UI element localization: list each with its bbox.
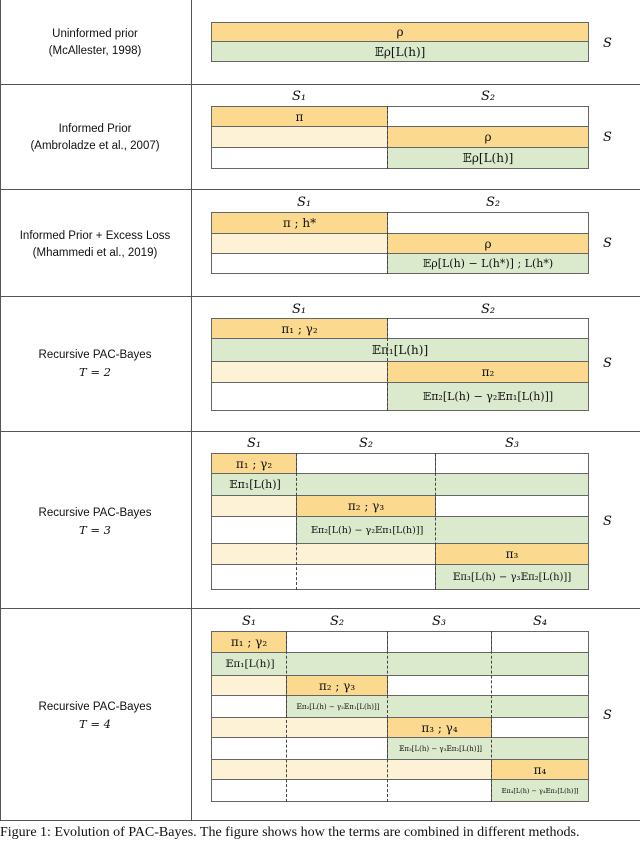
pi1-loss-label: 𝔼π₁[L(h)] <box>225 658 275 670</box>
prior-pi1-bar: π₁ ; γ₂ <box>211 318 388 339</box>
column-divider <box>191 0 192 820</box>
split-divider <box>491 631 492 802</box>
split-s1-label: S₁ <box>241 614 257 629</box>
method-name: Recursive PAC-Bayes <box>38 349 152 361</box>
pi2-excess-loss-label: 𝔼π₂[L(h) − γ₂𝔼π₁[L(h)]] <box>296 702 380 711</box>
pi1-loss-bar <box>211 652 589 676</box>
split-s4-label: S₄ <box>532 614 548 629</box>
split-s2-label: S₂ <box>358 436 374 451</box>
faded-prior-cell <box>211 126 388 148</box>
posterior-loss-bar: 𝔼ρ[L(h)] <box>387 147 589 169</box>
empty-cell <box>211 737 388 760</box>
empty-cell <box>211 147 388 169</box>
empty-cell <box>435 495 589 517</box>
empty-cell <box>491 717 589 738</box>
figure-caption: Figure 1: Evolution of PAC-Bayes. The figure shows how the terms are combined in different methods. <box>0 825 580 840</box>
method-citation: (McAllester, 1998) <box>48 45 142 57</box>
empty-cell <box>211 695 287 718</box>
method-name: Informed Prior + Excess Loss <box>19 230 171 242</box>
method-horizon: T = 4 <box>79 717 111 731</box>
prior-pi-bar: π <box>211 106 388 127</box>
empty-cell <box>387 318 589 339</box>
posterior-pi2-bar: π₂ ; γ₃ <box>296 495 436 517</box>
empty-cell <box>387 631 492 653</box>
pi2-excess-loss-bar <box>286 695 589 718</box>
row-label-informed <box>0 121 190 155</box>
faded-prior-cell <box>211 759 492 780</box>
split-s2-label: S₂ <box>480 302 496 317</box>
empty-cell <box>211 564 436 590</box>
method-horizon: T = 3 <box>79 523 111 537</box>
split-divider <box>286 631 287 802</box>
posterior-rho-bar: ρ <box>387 233 589 254</box>
split-divider <box>387 631 388 802</box>
faded-prior-cell <box>211 361 388 383</box>
row-divider <box>0 189 640 190</box>
method-name: Recursive PAC-Bayes <box>38 701 152 713</box>
prior-pi-reference-bar: π ; h* <box>211 212 388 234</box>
faded-prior-cell <box>211 717 388 738</box>
row-divider <box>0 431 640 432</box>
pi1-loss-bar: 𝔼π₁[L(h)] <box>211 338 589 362</box>
row-label-recursive-t2 <box>0 347 190 381</box>
full-dataset-label: S <box>603 130 612 145</box>
posterior-pi3-bar: π₃ <box>435 543 589 565</box>
pi1-loss-label: 𝔼π₁[L(h)] <box>229 478 281 491</box>
posterior-pi2-bar: π₂ ; γ₃ <box>286 675 388 696</box>
empty-cell <box>387 675 589 696</box>
full-dataset-label: S <box>603 236 612 251</box>
empty-cell <box>387 106 589 127</box>
pi4-excess-loss-bar: 𝔼π₄[L(h) − γ₄𝔼π₃[L(h)]] <box>491 779 589 802</box>
empty-cell <box>387 212 589 234</box>
posterior-rho-bar: ρ <box>387 126 589 148</box>
empty-cell <box>296 453 436 474</box>
posterior-rho-bar: ρ <box>211 22 589 42</box>
pi2-excess-loss-bar: 𝔼π₂[L(h) − γ₂𝔼π₁[L(h)]] <box>387 382 589 411</box>
pi3-excess-loss-label: 𝔼π₃[L(h) − γ₃𝔼π₂[L(h)]] <box>399 744 482 753</box>
method-citation: (Mhammedi et al., 2019) <box>32 247 158 259</box>
posterior-pi3-bar: π₃ ; γ₄ <box>387 717 492 738</box>
split-s2-label: S₂ <box>485 195 501 210</box>
row-label-excess-loss <box>0 228 190 262</box>
empty-cell <box>491 631 589 653</box>
row-divider <box>0 820 640 821</box>
empty-cell <box>211 516 297 544</box>
posterior-loss-bar: 𝔼ρ[L(h)] <box>211 41 589 62</box>
method-name: Recursive PAC-Bayes <box>38 507 152 519</box>
split-s1-label: S₁ <box>296 195 312 210</box>
prior-pi1-bar: π₁ ; γ₂ <box>211 631 287 653</box>
split-s1-label: S₁ <box>246 436 262 451</box>
pi2-excess-loss-bar <box>296 516 589 544</box>
split-s3-label: S₃ <box>504 436 520 451</box>
row-divider <box>0 296 640 297</box>
empty-cell <box>211 253 388 274</box>
pi3-excess-loss-bar <box>387 737 589 760</box>
empty-cell <box>286 631 388 653</box>
posterior-pi2-bar: π₂ <box>387 361 589 383</box>
posterior-pi4-bar: π₄ <box>491 759 589 780</box>
row-divider <box>0 608 640 609</box>
split-divider <box>387 212 388 274</box>
faded-prior-cell <box>211 675 287 696</box>
split-s1-label: S₁ <box>291 89 307 104</box>
full-dataset-label: S <box>603 356 612 371</box>
method-name: Uninformed prior <box>52 28 138 40</box>
split-s3-label: S₃ <box>431 614 447 629</box>
split-divider <box>296 453 297 590</box>
faded-prior-cell <box>211 543 436 565</box>
row-label-recursive-t4 <box>0 699 190 733</box>
empty-cell <box>211 779 492 802</box>
faded-prior-cell <box>211 495 297 517</box>
full-dataset-label: S <box>603 36 612 51</box>
split-s2-label: S₂ <box>329 614 345 629</box>
empty-cell <box>211 382 388 411</box>
excess-loss-bar: 𝔼ρ[L(h) − L(h*)] ; L(h*) <box>387 253 589 274</box>
full-dataset-label: S <box>603 514 612 529</box>
method-citation: (Ambroladze et al., 2007) <box>30 140 160 152</box>
split-s1-label: S₁ <box>291 302 307 317</box>
empty-cell <box>435 453 589 474</box>
split-divider <box>387 106 388 169</box>
pi2-excess-loss-label: 𝔼π₂[L(h) − γ₂𝔼π₁[L(h)]] <box>310 524 424 536</box>
split-s2-label: S₂ <box>480 89 496 104</box>
split-divider <box>387 318 388 411</box>
method-name: Informed Prior <box>58 123 132 135</box>
faded-prior-cell <box>211 233 388 254</box>
pi3-excess-loss-bar: 𝔼π₃[L(h) − γ₃𝔼π₂[L(h)]] <box>435 564 589 590</box>
row-label-recursive-t3 <box>0 505 190 539</box>
prior-pi1-bar: π₁ ; γ₂ <box>211 453 297 474</box>
split-divider <box>435 453 436 590</box>
pi1-loss-bar <box>211 473 589 496</box>
method-horizon: T = 2 <box>79 365 111 379</box>
row-label-uninformed <box>0 26 190 60</box>
full-dataset-label: S <box>603 708 612 723</box>
row-divider <box>0 84 640 85</box>
